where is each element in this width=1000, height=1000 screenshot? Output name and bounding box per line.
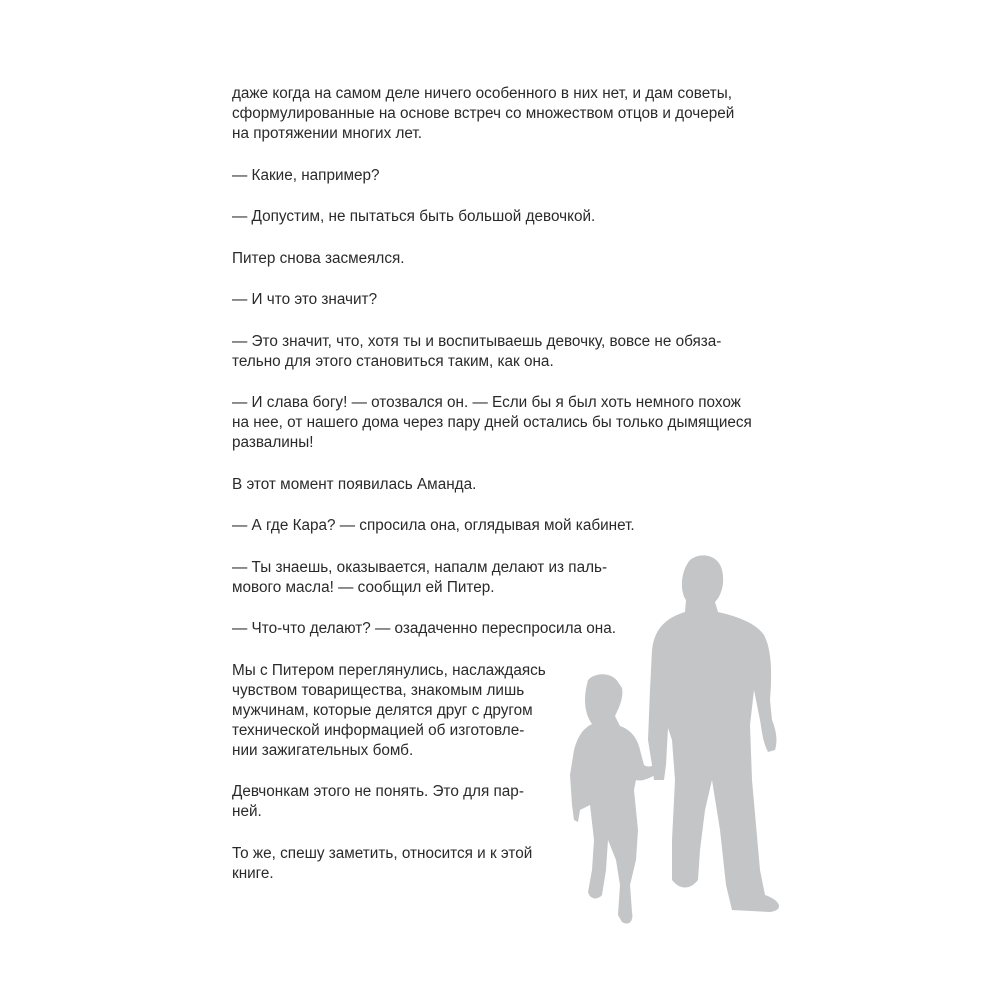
paragraph (232, 207, 792, 227)
text-line: технической информацией об изготовле- (232, 721, 525, 739)
text-line: — Какие, например? (232, 166, 380, 184)
text-line: — Что-что делают? — озадаченно переспросила она. (232, 620, 616, 637)
paragraph (232, 84, 792, 144)
text-line: сформулированные на основе встреч со множеством отцов и дочерей (232, 105, 735, 122)
text-line: мового масла! — сообщил ей Питер. (232, 578, 495, 596)
text-line: Мы с Питером переглянулись, наслаждаясь (232, 661, 546, 679)
text-line: То же, спешу заметить, относится и к этой (232, 844, 533, 862)
text-line: на нее, от нашего дома через пару дней остались бы только дымящиеся (232, 414, 752, 431)
text-line: мужчинам, которые делятся друг с другом (232, 701, 533, 719)
text-line: даже когда на самом деле ничего особенного в них нет, и дам советы, (232, 85, 732, 102)
paragraph (232, 475, 792, 495)
text-line: развалины! (232, 434, 314, 451)
paragraph (232, 290, 792, 310)
text-line: — Это значит, что, хотя ты и воспитываешь девочку, вовсе не обяза- (232, 332, 722, 350)
paragraph (232, 166, 792, 186)
text-line: на протяжении многих лет. (232, 125, 422, 142)
text-line: — И слава богу! — отозвался он. — Если бы я был хоть немного похож (232, 394, 741, 411)
text-line: тельно для этого становиться таким, как она. (232, 352, 554, 370)
father-daughter-silhouette (540, 540, 800, 940)
text-line: чувством товарищества, знакомым лишь (232, 681, 525, 699)
paragraph (232, 332, 792, 372)
text-line: — И что это значит? (232, 291, 378, 308)
text-line: нии зажигательных бомб. (232, 741, 414, 759)
man-silhouette (648, 555, 779, 912)
text-line: — А где Кара? — спросила она, оглядывая мой кабинет. (232, 517, 635, 534)
text-line: В этот момент появилась Аманда. (232, 475, 477, 493)
text-line: Девчонкам этого не понять. Это для пар- (232, 783, 524, 800)
girl-silhouette (570, 674, 662, 923)
paragraph (232, 393, 792, 453)
paragraph (232, 249, 792, 269)
paragraph (232, 516, 792, 536)
text-line: Питер снова засмеялся. (232, 249, 405, 267)
text-line: — Допустим, не пытаться быть большой девочкой. (232, 208, 596, 225)
text-line: книге. (232, 864, 274, 882)
text-line: ней. (232, 803, 262, 820)
text-line: — Ты знаешь, оказывается, напалм делают из паль- (232, 558, 608, 576)
